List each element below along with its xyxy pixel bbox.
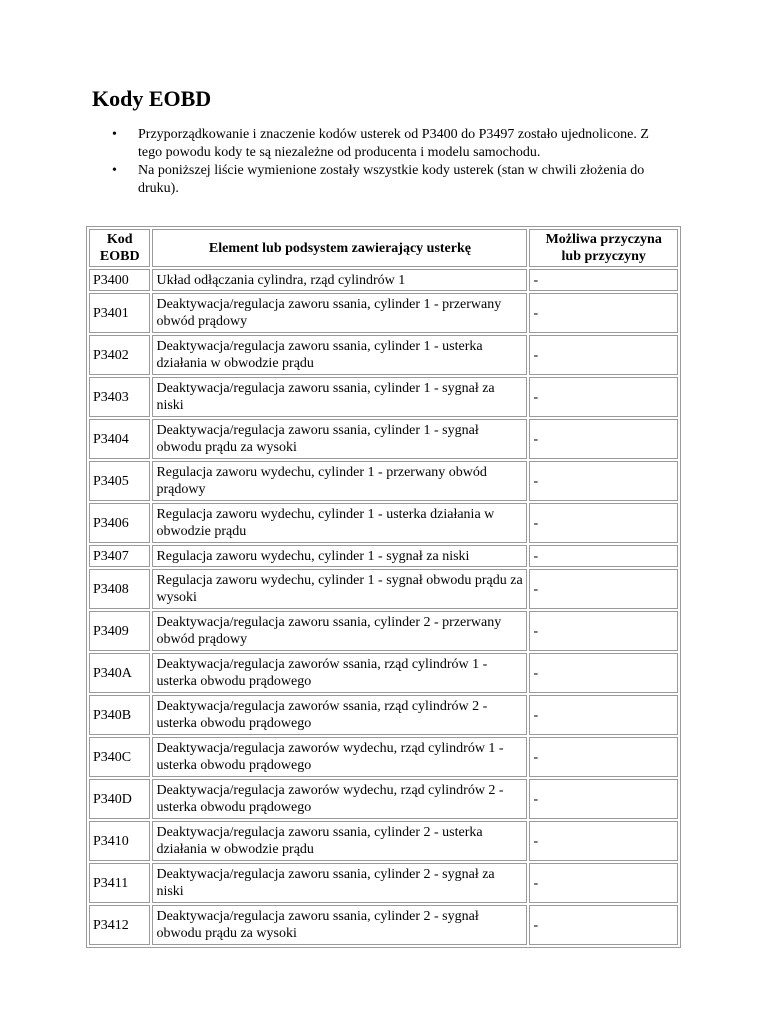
cell-cause: - [529,293,678,333]
table-row [89,905,678,945]
cell-code: P3408 [89,569,150,609]
header-cause-line2: lub przyczyny [561,249,646,264]
cell-desc: Deaktywacja/regulacja zaworu ssania, cylinder 2 - usterka działania w obwodzie prądu [152,821,527,861]
cell-code: P340C [89,737,150,777]
cell-desc: Deaktywacja/regulacja zaworów ssania, rząd cylindrów 2 - usterka obwodu prądowego [152,695,527,735]
table-row [89,293,678,333]
cell-code: P3403 [89,377,150,417]
cell-code: P3401 [89,293,150,333]
cell-code: P3406 [89,503,150,543]
cell-cause: - [529,569,678,609]
cell-cause: - [529,377,678,417]
table-row [89,611,678,651]
table-row [89,419,678,459]
cell-desc: Deaktywacja/regulacja zaworów wydechu, rząd cylindrów 1 - usterka obwodu prądowego [152,737,527,777]
cell-cause: - [529,905,678,945]
cell-desc: Deaktywacja/regulacja zaworu ssania, cylinder 2 - sygnał za niski [152,863,527,903]
bullet-icon: • [112,163,117,178]
cell-desc: Deaktywacja/regulacja zaworu ssania, cylinder 2 - sygnał obwodu prądu za wysoki [152,905,527,945]
bullet-icon: • [112,127,117,142]
cell-desc: Deaktywacja/regulacja zaworu ssania, cylinder 1 - sygnał obwodu prądu za wysoki [152,419,527,459]
cell-cause: - [529,545,678,567]
cell-desc: Deaktywacja/regulacja zaworu ssania, cylinder 1 - przerwany obwód prądowy [152,293,527,333]
table-row [89,269,678,291]
cell-cause: - [529,695,678,735]
cell-desc: Deaktywacja/regulacja zaworu ssania, cylinder 1 - usterka działania w obwodzie prądu [152,335,527,375]
header-element: Element lub podsystem zawierający usterkę [152,229,527,267]
cell-code: P3402 [89,335,150,375]
header-code-line1: Kod [106,232,133,247]
header-cause-line1: Możliwa przyczyna [545,232,662,247]
table-row [89,863,678,903]
notes-list [92,126,652,198]
note-item [92,126,652,162]
note-item [92,162,652,198]
cell-code: P3407 [89,545,150,567]
table-row [89,545,678,567]
cell-desc: Deaktywacja/regulacja zaworu ssania, cylinder 2 - przerwany obwód prądowy [152,611,527,651]
cell-desc: Deaktywacja/regulacja zaworów ssania, rząd cylindrów 1 - usterka obwodu prądowego [152,653,527,693]
cell-code: P3404 [89,419,150,459]
table-row [89,335,678,375]
cell-desc: Regulacja zaworu wydechu, cylinder 1 - sygnał obwodu prądu za wysoki [152,569,527,609]
table-row [89,821,678,861]
cell-desc: Układ odłączania cylindra, rząd cylindrów 1 [152,269,527,291]
cell-desc: Regulacja zaworu wydechu, cylinder 1 - sygnał za niski [152,545,527,567]
cell-cause: - [529,653,678,693]
cell-code: P3410 [89,821,150,861]
cell-cause: - [529,611,678,651]
cell-code: P340A [89,653,150,693]
cell-code: P3405 [89,461,150,501]
cell-cause: - [529,461,678,501]
cell-cause: - [529,863,678,903]
cell-code: P3400 [89,269,150,291]
cell-cause: - [529,821,678,861]
cell-code: P340D [89,779,150,819]
note-text: Przyporządkowanie i znaczenie kodów usterek od P3400 do P3497 zostało ujednolicone. Z tego powodu kody te są niezależne od producenta i modelu samochodu. [138,127,649,160]
table-row [89,503,678,543]
header-code-line2: EOBD [99,249,140,264]
header-code [89,229,150,267]
cell-desc: Regulacja zaworu wydechu, cylinder 1 - usterka działania w obwodzie prądu [152,503,527,543]
codes-table [86,226,681,948]
cell-desc: Regulacja zaworu wydechu, cylinder 1 - przerwany obwód prądowy [152,461,527,501]
table-row [89,653,678,693]
cell-cause: - [529,419,678,459]
cell-cause: - [529,269,678,291]
table-row [89,377,678,417]
cell-code: P3409 [89,611,150,651]
note-text: Na poniższej liście wymienione zostały wszystkie kody usterek (stan w chwili złożenia do druku). [138,163,645,196]
cell-desc: Deaktywacja/regulacja zaworu ssania, cylinder 1 - sygnał za niski [152,377,527,417]
page-title: Kody EOBD [92,86,212,111]
cell-code: P340B [89,695,150,735]
table-row [89,461,678,501]
cell-cause: - [529,737,678,777]
header-cause [529,229,678,267]
cell-code: P3411 [89,863,150,903]
cell-cause: - [529,779,678,819]
table-row [89,569,678,609]
table-header-row [89,229,678,267]
table-row [89,737,678,777]
table-row [89,695,678,735]
cell-cause: - [529,335,678,375]
cell-cause: - [529,503,678,543]
table-row [89,779,678,819]
cell-desc: Deaktywacja/regulacja zaworów wydechu, rząd cylindrów 2 - usterka obwodu prądowego [152,779,527,819]
cell-code: P3412 [89,905,150,945]
